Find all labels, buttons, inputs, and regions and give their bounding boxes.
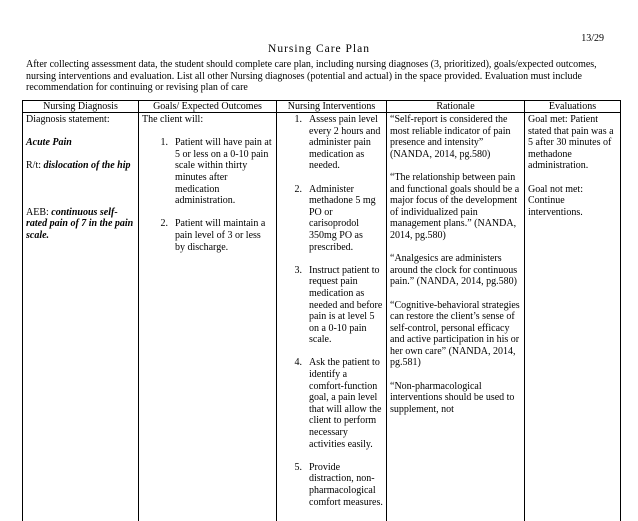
aeb-text: continuous self-rated pain of 7 in the pain scale.: [26, 206, 134, 241]
diagnosis-related-to: [26, 160, 135, 172]
evaluation-goal-not-met: Goal not met: Continue interventions.: [528, 183, 583, 218]
list-item: 1. Assess pain level every 2 hours and administer pain medication as needed.: [294, 114, 381, 172]
rationale-cell: [387, 113, 525, 521]
diagnosis-cell: [23, 113, 139, 521]
table-row: [23, 113, 621, 521]
list-item: 1. Patient will have pain at 5 or less on a 0-10 pain scale within thirty minutes after medication administration.: [160, 137, 272, 207]
list-item: 4. Ask the patient to identify a comfort-function goal, a pain level that will allow the client to perform necessary activities easily.: [294, 357, 382, 450]
table-header-row: [23, 101, 621, 113]
goals-cell: [139, 113, 277, 521]
list-item: 5. Provide distraction, non-pharmacological comfort measures.: [294, 461, 383, 508]
goals-list: [142, 137, 273, 253]
goals-intro: The client will:: [142, 114, 204, 125]
list-item: 3. Instruct patient to request pain medication as needed and before pain is at level 5 on a 0-10 pain scale.: [294, 264, 383, 346]
list-item: 2. Administer methadone 5 mg PO or carisoprodol 350mg PO as prescribed.: [294, 183, 376, 253]
diagnosis-problem: Acute Pain: [26, 137, 72, 149]
column-header-interventions: Nursing Interventions: [277, 101, 387, 113]
instructions-paragraph: After collecting assessment data, the student should complete care plan, including nursing diagnoses (3, prioritized), goals/expected outcomes, nursing interventions and evaluation. List all other Nursing diagnoses (potential and actual) in the space provided. Evaluation must include recommendation for continuing or revising plan of care: [26, 59, 597, 94]
diagnosis-evidenced-by: [26, 207, 135, 242]
column-header-evaluations: Evaluations: [525, 101, 621, 113]
column-header-diagnosis: Nursing Diagnosis: [23, 101, 139, 113]
interventions-list: [280, 114, 383, 508]
evaluation-goal-met: Goal met: Patient stated that pain was a 5 after 30 minutes of methadone administration.: [528, 114, 614, 172]
related-to-prefix: R/t:: [26, 160, 44, 172]
column-header-goals: Goals/ Expected Outcomes: [139, 101, 277, 113]
diagnosis-statement-label: Diagnosis statement:: [26, 114, 110, 125]
rationale-item: “The relationship between pain and functional goals should be a major focus of the development of individualized pain management plans.” (NANDA, 2014, pg.580): [390, 171, 520, 241]
page-title: Nursing Care Plan: [268, 43, 370, 55]
rationale-item: “Self-report is considered the most reliable indicator of pain presence and intensity” (NANDA, 2014, pg.580): [390, 114, 511, 160]
care-plan-table: [22, 100, 621, 521]
aeb-label: AEB:: [26, 206, 49, 218]
page-number: 13/29: [581, 33, 604, 44]
rationale-item: “Analgesics are administers around the clock for continuous pain.” (NANDA, 2014, pg.580): [390, 253, 518, 288]
column-header-rationale: Rationale: [387, 101, 525, 113]
list-item: 2. Patient will maintain a pain level of 3 or less by discharge.: [160, 218, 266, 253]
evaluations-cell: [525, 113, 621, 521]
rationale-item: “Cognitive-behavioral strategies can restore the client’s sense of self-control, personal efficacy and active participation in his or her own care” (NANDA, 2014, pg.581): [390, 299, 520, 369]
related-to-text: dislocation of the hip: [43, 160, 131, 172]
interventions-cell: [277, 113, 387, 521]
rationale-item: “Non-pharmacological interventions should be used to supplement, not: [390, 380, 515, 415]
